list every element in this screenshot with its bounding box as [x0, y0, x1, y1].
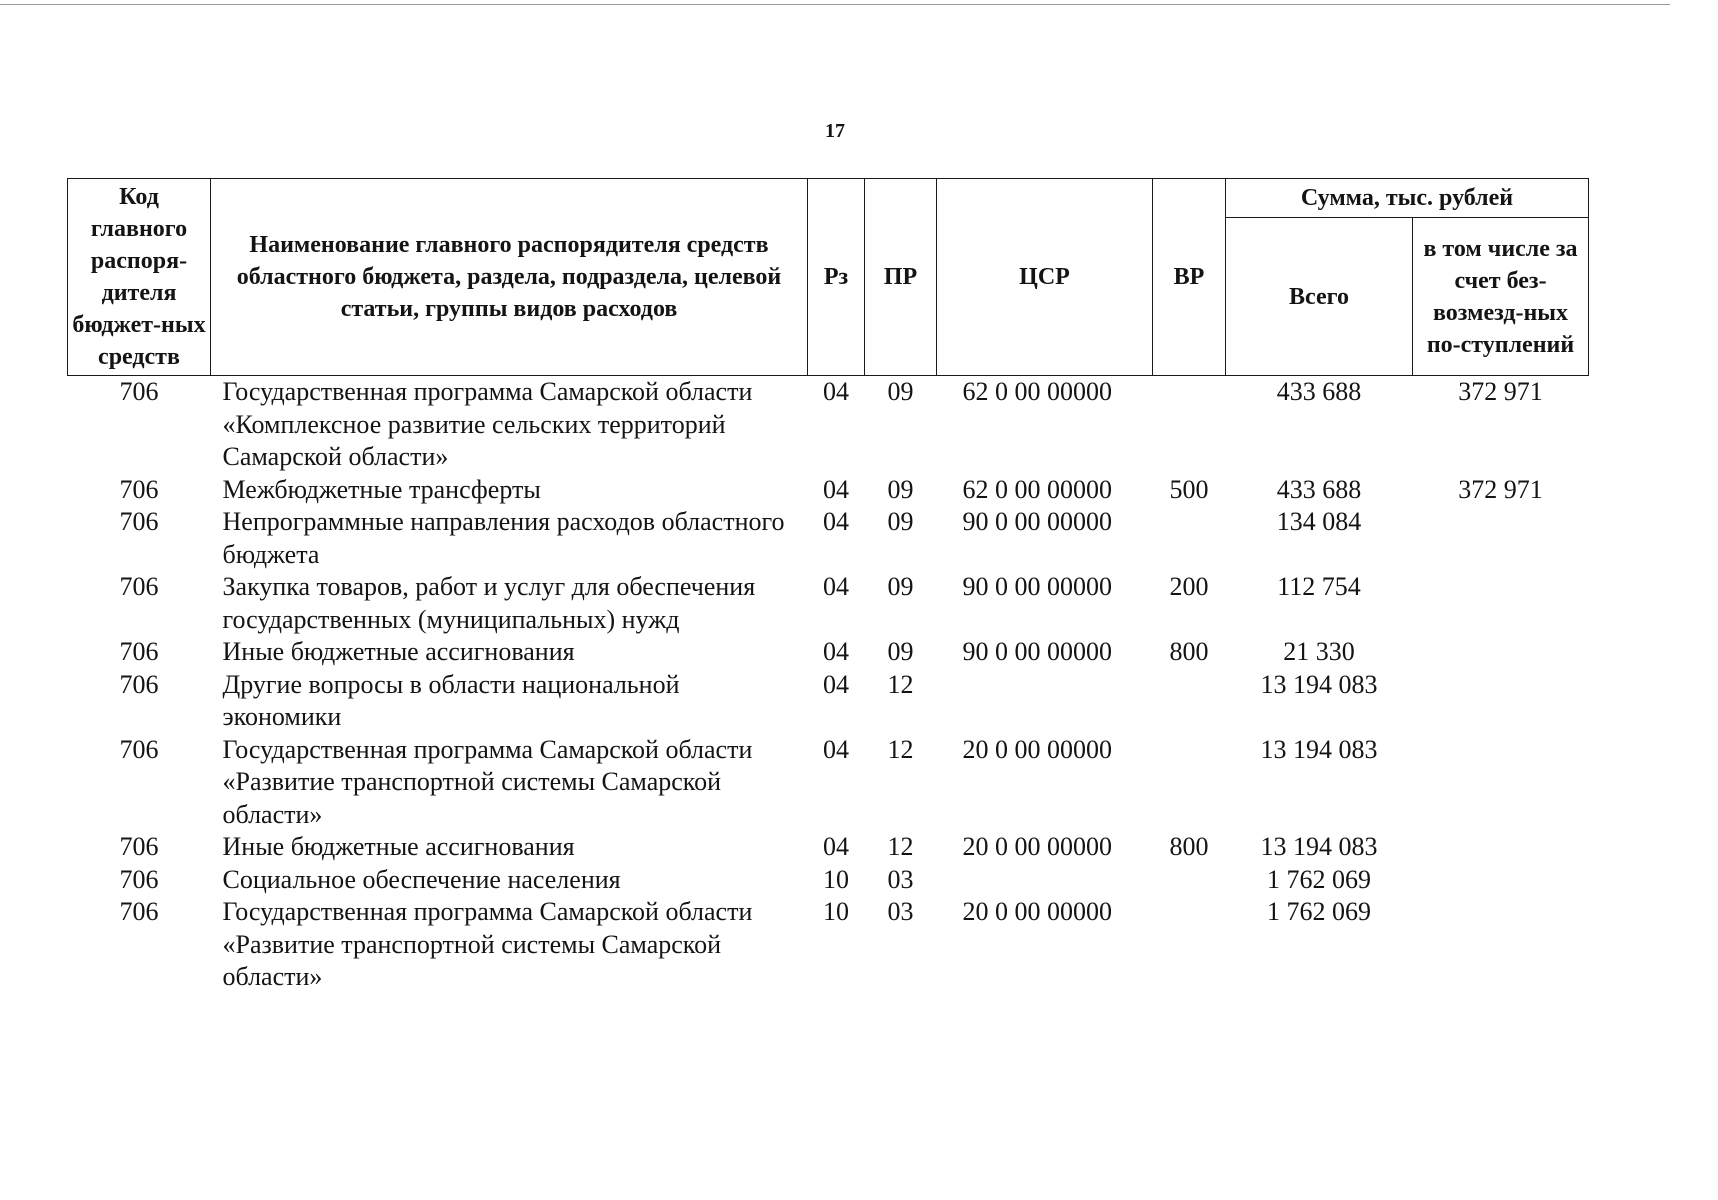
cell-pr: 12 — [887, 669, 914, 699]
cell-csr: 90 0 00 00000 — [962, 637, 1112, 666]
cell-free: 372 971 — [1458, 474, 1543, 504]
table-row — [68, 896, 1589, 994]
cell-name: Закупка товаров, работ и услуг для обеспечения государственных (муниципальных) нужд — [222, 572, 756, 634]
cell-total: 13 194 083 — [1260, 669, 1378, 699]
cell-total: 433 688 — [1276, 474, 1362, 504]
cell-code: 706 — [119, 897, 159, 926]
table-row — [68, 636, 1589, 669]
cell-name: Государственная программа Самарской области «Развитие транспортной системы Самарской области» — [222, 897, 753, 991]
header-sum: Сумма, тыс. рублей — [1226, 179, 1589, 218]
cell-vr: 200 — [1169, 572, 1209, 601]
table-row — [68, 864, 1589, 897]
header-pr: ПР — [865, 179, 937, 376]
cell-csr: 20 0 00 00000 — [962, 734, 1112, 764]
cell-free — [1413, 864, 1589, 897]
cell-rz: 04 — [823, 637, 849, 666]
cell-vr: 800 — [1169, 637, 1209, 666]
cell-free — [1413, 831, 1589, 864]
cell-vr — [1153, 734, 1226, 832]
header-row-1 — [68, 179, 1589, 218]
cell-free — [1413, 734, 1589, 832]
header-total: Всего — [1226, 218, 1413, 376]
cell-vr — [1153, 864, 1226, 897]
cell-vr — [1153, 506, 1226, 571]
table-row — [68, 506, 1589, 571]
cell-pr: 09 — [887, 507, 914, 536]
cell-pr: 03 — [887, 864, 914, 894]
cell-pr: 09 — [887, 377, 914, 406]
cell-code: 706 — [119, 832, 159, 861]
cell-csr: 62 0 00 00000 — [962, 377, 1112, 406]
cell-total: 134 084 — [1276, 507, 1362, 536]
top-edge-line — [0, 4, 1670, 5]
table-row — [68, 831, 1589, 864]
cell-rz: 10 — [823, 864, 849, 894]
cell-total: 1 762 069 — [1267, 897, 1371, 926]
cell-vr — [1153, 376, 1226, 474]
cell-total: 13 194 083 — [1260, 832, 1378, 861]
cell-free — [1413, 571, 1589, 636]
cell-free — [1413, 669, 1589, 734]
cell-name: Другие вопросы в области национальной экономики — [222, 669, 680, 731]
table-header — [68, 179, 1589, 376]
cell-rz: 04 — [823, 377, 849, 406]
cell-pr: 09 — [887, 474, 914, 504]
cell-pr: 12 — [887, 734, 914, 764]
cell-rz: 04 — [823, 832, 849, 861]
cell-rz: 04 — [823, 507, 849, 536]
cell-name: Непрограммные направления расходов областного бюджета — [222, 507, 785, 569]
table-row — [68, 669, 1589, 734]
cell-name: Государственная программа Самарской области «Развитие транспортной системы Самарской области» — [222, 734, 753, 829]
cell-free — [1413, 506, 1589, 571]
header-vr: ВР — [1153, 179, 1226, 376]
cell-rz: 04 — [823, 734, 849, 764]
cell-csr: 90 0 00 00000 — [962, 572, 1112, 601]
cell-rz: 04 — [823, 572, 849, 601]
cell-code: 706 — [119, 669, 159, 699]
cell-name: Социальное обеспечение населения — [222, 864, 621, 894]
cell-total: 1 762 069 — [1267, 864, 1371, 894]
cell-csr: 20 0 00 00000 — [962, 832, 1112, 861]
cell-pr: 12 — [887, 832, 914, 861]
cell-csr — [937, 669, 1153, 734]
cell-rz: 10 — [823, 897, 849, 926]
header-csr: ЦСР — [937, 179, 1153, 376]
table-row — [68, 376, 1589, 474]
cell-free — [1413, 636, 1589, 669]
cell-vr: 800 — [1169, 832, 1209, 861]
cell-csr: 62 0 00 00000 — [962, 474, 1112, 504]
header-free: в том числе за счет без-возмезд-ных по-ступлений — [1413, 218, 1589, 376]
cell-pr: 09 — [887, 637, 914, 666]
cell-code: 706 — [119, 377, 159, 406]
header-name: Наименование главного распорядителя средств областного бюджета, раздела, подраздела, целевой статьи, группы видов расходов — [211, 179, 808, 376]
cell-code: 706 — [119, 864, 159, 894]
cell-name: Иные бюджетные ассигнования — [222, 832, 575, 861]
cell-pr: 03 — [887, 897, 914, 926]
table-row — [68, 474, 1589, 507]
table-row — [68, 571, 1589, 636]
header-code: Код главного распоря-дителя бюджет-ных средств — [68, 179, 211, 376]
cell-total: 13 194 083 — [1260, 734, 1378, 764]
cell-vr: 500 — [1169, 474, 1209, 504]
cell-csr — [937, 864, 1153, 897]
cell-name: Иные бюджетные ассигнования — [222, 637, 575, 666]
cell-code: 706 — [119, 734, 159, 764]
header-rz: Рз — [808, 179, 865, 376]
table-body — [68, 376, 1589, 994]
cell-name: Межбюджетные трансферты — [222, 474, 541, 504]
cell-csr: 90 0 00 00000 — [962, 507, 1112, 536]
cell-vr — [1153, 896, 1226, 994]
page-number: 17 — [825, 120, 845, 142]
cell-free: 372 971 — [1458, 377, 1543, 406]
cell-code: 706 — [119, 507, 159, 536]
cell-code: 706 — [119, 637, 159, 666]
cell-total: 433 688 — [1276, 377, 1362, 406]
cell-total: 112 754 — [1277, 572, 1361, 601]
cell-name: Государственная программа Самарской области «Комплексное развитие сельских территорий Самарской области» — [222, 377, 753, 471]
cell-rz: 04 — [823, 669, 849, 699]
cell-total: 21 330 — [1283, 637, 1355, 666]
cell-rz: 04 — [823, 474, 849, 504]
cell-pr: 09 — [887, 572, 914, 601]
cell-vr — [1153, 669, 1226, 734]
table-row — [68, 734, 1589, 832]
cell-code: 706 — [119, 572, 159, 601]
cell-free — [1413, 896, 1589, 994]
budget-table — [67, 178, 1589, 994]
cell-csr: 20 0 00 00000 — [962, 897, 1112, 926]
cell-code: 706 — [119, 474, 159, 504]
